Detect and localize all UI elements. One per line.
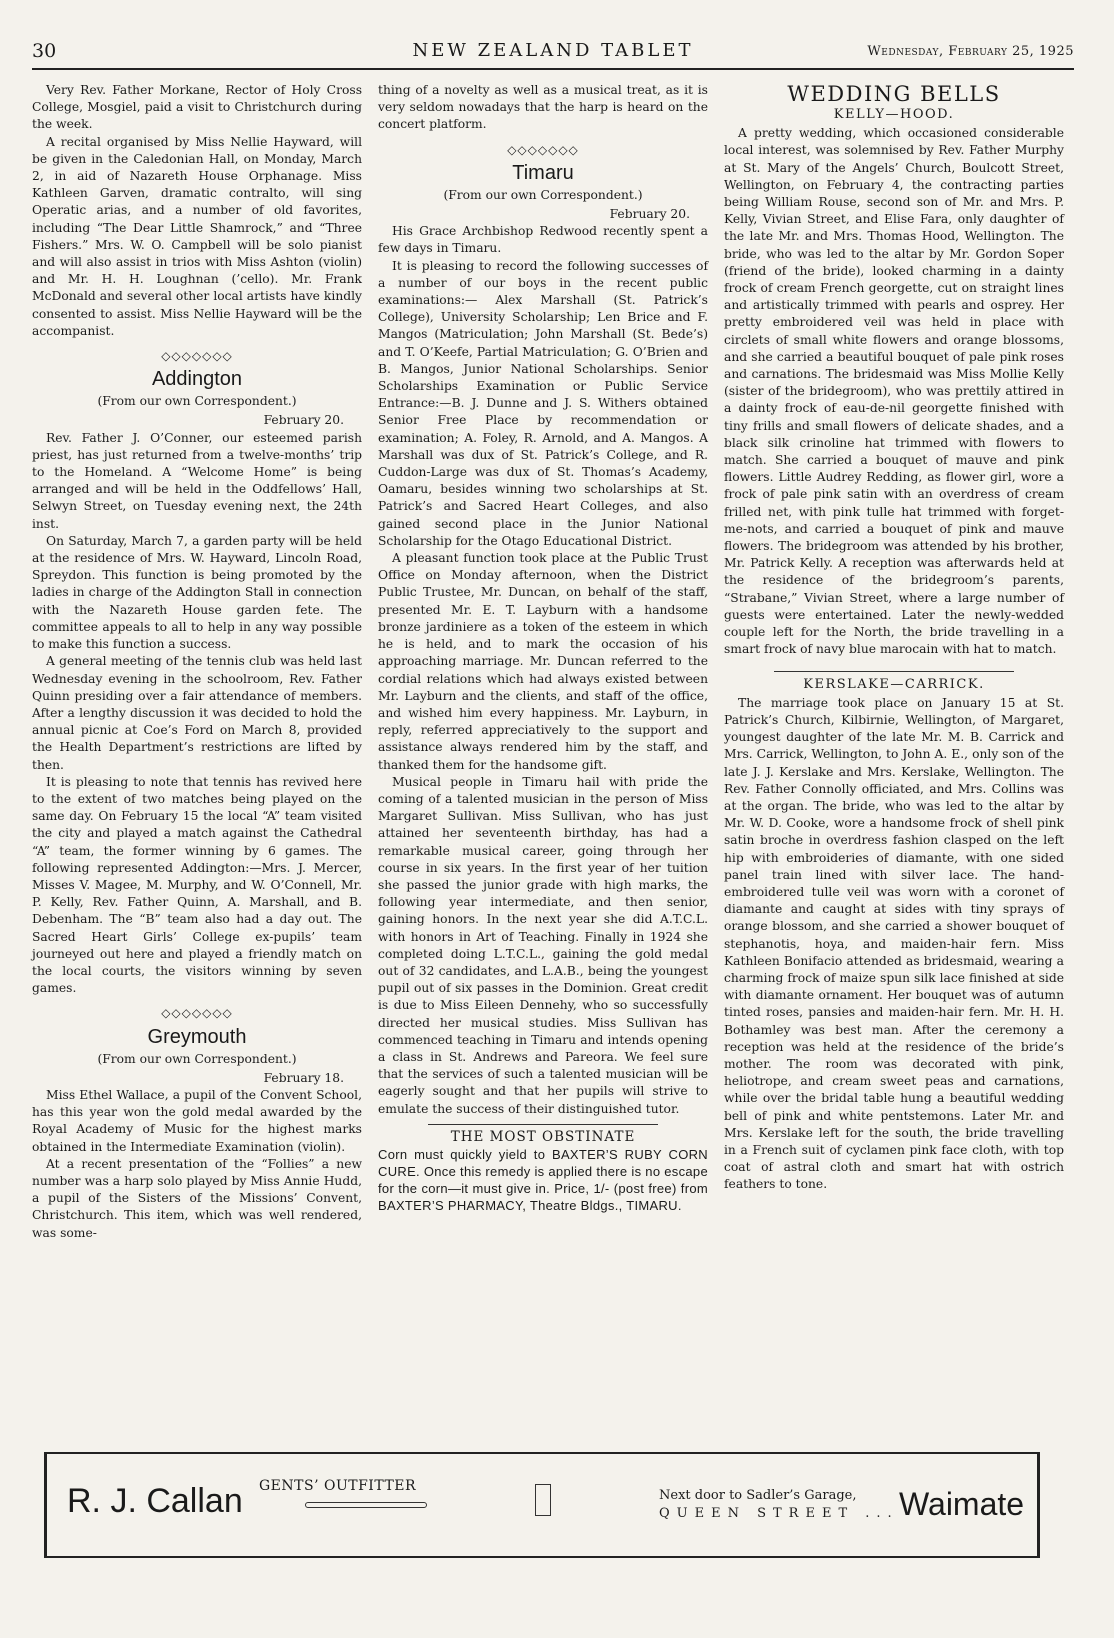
dateline: February 20.	[609, 207, 690, 222]
section-heading-addington: Addington	[151, 368, 243, 391]
decorative-box	[535, 1484, 551, 1516]
page-header	[32, 38, 1074, 70]
newspaper-title: NEW ZEALAND TABLET	[412, 40, 694, 61]
column-right	[724, 82, 1064, 1194]
paragraph: A pretty wedding, which occasioned considerable local interest, was solemnised by Rev. Father Murphy at St. Mary of the Angels’ Church, Boulcott Street, Wellington, on February 4, the contracting parties being William Rouse, second son of Mr. and Mrs. P. Kelly, Vivian Street, and Elise Fara, only daughter of the late Mr. and Mrs. Thomas Hood, Wellington. The bride, who was led to the altar by Mr. Gordon Soper (friend of the bride), looked charming in a dainty frock of cream French georgette, cut on straight lines and artistically trimmed with pearls and osprey. Her pretty embroidered veil was held in place with circlets of small white flowers and orange blossoms, and she carried a beautiful bouquet of pale pink roses and carnations. The bridesmaid was Miss Mollie Kelly (sister of the bridegroom), who was prettily attired in a dainty frock of eau-de-nil georgette finished with tiny frills and small flowers of delicate shades, and a black silk crinoline hat trimmed with flowers to match. She carried a bouquet of mauve and pink flowers. Little Audrey Redding, as flower girl, wore a frock of pale pink satin with an overdress of cream frilled net, with pink tulle hat trimmed with forget-me-nots, and carried a bouquet of pink and mauve flowers. The bridegroom was attended by his brother, Mr. Patrick Kelly. A reception was afterwards held at the residence of the bridegroom’s parents, “Strabane,” Vivian Street, where a large number of guests were entertained. Later the newly-wedded couple left for the North, the bride travelling in a smart frock of navy blue marocain with hat to match.	[724, 126, 1064, 657]
advertiser-location: Next door to Sadler’s Garage,	[659, 1488, 857, 1503]
section-heading-wedding-bells: WEDDING BELLS	[787, 82, 1001, 106]
section-heading-greymouth: Greymouth	[147, 1025, 247, 1048]
paragraph: His Grace Archbishop Redwood recently spent a few days in Timaru.	[378, 224, 708, 256]
paragraph: Miss Ethel Wallace, a pupil of the Convent School, has this year won the gold medal awarded by the Royal Academy of Music for the highest marks obtained in the Intermediate Examination (violin).	[32, 1087, 362, 1154]
advertisement-title: THE MOST OBSTINATE	[450, 1128, 636, 1145]
advertiser-street: QUEEN STREET ...	[659, 1506, 899, 1521]
issue-date: Wednesday, February 25, 1925	[867, 44, 1074, 59]
paragraph: At a recent presentation of the “Follies” a new number was a harp solo played by Miss Annie Hudd, a pupil of the Sisters of the Missions’ Convent, Christchurch. This item, which was well rendered, was some-	[32, 1156, 362, 1240]
subheading-kerslake-carrick: KERSLAKE—CARRICK.	[803, 676, 985, 692]
paragraph: thing of a novelty as well as a musical treat, as it is very seldom nowadays that the harp is heard on the concert platform.	[378, 83, 708, 132]
paragraph: A recital organised by Miss Nellie Hayward, will be given in the Caledonian Hall, on Monday, March 2, in aid of Nazareth House Orphanage. Miss Kathleen Garven, dramatic contralto, will sing Operatic arias, and a number of old favorites, including “The Dear Little Shamrock,” and “Three Fishers.” Mrs. W. O. Campbell will be solo pianist and will also assist in trios with Miss Ashton (violin) and Mr. H. H. Loughnan (’cello). Mr. Frank McDonald and several other local artists have kindly consented to assist. Miss Nellie Hayward will be the accompanist.	[32, 134, 362, 338]
divider	[774, 671, 1014, 672]
paragraph: A general meeting of the tennis club was held last Wednesday evening in the schoolroom, Rev. Father Quinn presiding over a fair attendance of members. After a lengthy discussion it was decided to hold the annual picnic at Coe’s Ford on March 8, provided the Health Department’s restrictions are lifted by then.	[32, 654, 362, 772]
correspondent-line: (From our own Correspondent.)	[443, 187, 643, 202]
paragraph: Very Rev. Father Morkane, Rector of Holy Cross College, Mosgiel, paid a visit to Christchurch during the week.	[32, 83, 362, 132]
paragraph: On Saturday, March 7, a garden party will be held at the residence of Mrs. W. Hayward, Lincoln Road, Spreydon. This function is being promoted by the ladies in charge of the Addington Stall in connection with the Nazareth House garden fete. The committee appeals to all to help in any way possible to make this function a success.	[32, 533, 362, 652]
paragraph: It is pleasing to record the following successes of a number of our boys in the recent public examinations:— Alex Marshall (St. Patrick’s College), University Scholarship; Len Brice and F. Mangos (Matriculation; John Marshall (St. Bede’s) and T. O’Keefe, Partial Matriculation; G. O’Brien and B. Mangos, Junior National Scholarships. Senior Scholarships Examination or Public Service Entrance:—B. J. Dunne and J. S. Withers obtained Senior Free Place by recommendation or examination; A. Foley, R. Arnold, and A. Mangos. A Marshall was dux of St. Patrick’s College, and R. Cuddon-Large was dux of St. Thomas’s Academy, Oamaru, besides winning two scholarships at St. Patrick’s and Sacred Heart Colleges, and also gained second place in the Junior National Scholarship for the Otago Educational District.	[378, 258, 708, 548]
section-ornament: ◇◇◇◇◇◇◇	[161, 1006, 233, 1021]
section-ornament: ◇◇◇◇◇◇◇	[507, 142, 579, 157]
advertiser-name: R. J. Callan	[67, 1482, 243, 1520]
advertiser-trade: GENTS’ OUTFITTER	[259, 1478, 417, 1494]
dateline: February 20.	[263, 413, 344, 428]
subheading-kelly-hood: KELLY—HOOD.	[833, 107, 955, 122]
section-heading-timaru: Timaru	[512, 161, 574, 184]
column-left	[32, 82, 362, 1242]
paragraph: Rev. Father J. O’Conner, our esteemed parish priest, has just returned from a twelve-months’ trip to the Homeland. A “Welcome Home” is being arranged and will be held in the Oddfellows’ Hall, Selwyn Street, on Tuesday evening next, the 24th inst.	[32, 430, 362, 531]
page-number: 30	[32, 40, 57, 62]
decorative-flourish	[305, 1502, 427, 1508]
correspondent-line: (From our own Correspondent.)	[97, 394, 297, 409]
paragraph: Musical people in Timaru hail with pride the coming of a talented musician in the person of Miss Margaret Sullivan. Miss Sullivan, who has just attained her seventeenth birthday, has had a remarkable musical career, going through her course in six years. In the first year of her tuition she passed the junior grade with high marks, the following year intermediate, and then senior, gaining honors. In the next year she did A.T.C.L. with honors in Art of Teaching. Finally in 1924 she completed doing L.T.C.L., gaining the gold medal out of 32 candidates, and L.A.B., being the youngest pupil out of six passes in the Dominion. Great credit is due to Miss Eileen Dennehy, who so successfully directed her musical studies. Miss Sullivan has commenced teaching in Timaru and intends opening a class in St. Andrews and Pareora. We feel sure that the services of such a talented musician will be eagerly sought and that her pupils will strive to emulate the success of their distinguished tutor.	[378, 774, 708, 1116]
correspondent-line: (From our own Correspondent.)	[97, 1051, 297, 1066]
divider	[428, 1124, 658, 1125]
advertiser-town: Waimate	[899, 1486, 1025, 1522]
advertisement-body: Corn must quickly yield to BAXTER’S RUBY CORN CURE. Once this remedy is applied there is no escape for the corn—it must give in. Price, 1/- (post free) from BAXTER’S PHARMACY, Theatre Bldgs., TIMARU.	[378, 1146, 708, 1213]
section-ornament: ◇◇◇◇◇◇◇	[161, 349, 233, 364]
column-middle	[378, 82, 708, 1214]
paragraph: The marriage took place on January 15 at St. Patrick’s Church, Kilbirnie, Wellington, of Margaret, youngest daughter of the late Mr. M. B. Carrick and Mrs. Carrick, Wellington, to John A. E., only son of the late J. J. Kerslake and Mrs. Kerslake, Wellington. The Rev. Father Connolly officiated, and Mrs. Collins was at the organ. The bride, who was led to the altar by Mr. W. D. Cooke, wore a handsome frock of shell pink satin broche in overdress fashion clasped on the left hip with embroideries of diamante, with one sided panel train lined with silver lace. The hand-embroidered tulle veil was worn with a coronet of diamante and caught at sides with tiny sprays of orange blossom, and she carried a shower bouquet of stephanotis, hoya, and maiden-hair fern. Miss Kathleen Bonifacio attended as bridesmaid, wearing a charming frock of maize spun silk lace finished at side with diamante ornament. Her bouquet was of autumn tinted roses, pansies and maiden-hair fern. Mr. H. H. Bothamley was best man. After the ceremony a reception was held at the residence of the bride’s mother. The room was decorated with pink, heliotrope, and cream sweet peas and carnations, while over the bridal table hung a beautiful wedding bell of pink and white pentstemons. Later Mr. and Mrs. Kerslake left for the south, the bride travelling in a French suit of cyclamen pink face cloth, with top coat of astral cloth and smart hat with ostrich feathers to tone.	[724, 695, 1064, 1192]
paragraph: It is pleasing to note that tennis has revived here to the extent of two matches being played on the same day. On February 15 the local “A” team visited the city and played a match against the Cathedral “A” team, the former winning by 6 games. The following represented Addington:—Mrs. J. Mercer, Misses V. Magee, M. Murphy, and W. O’Connell, Mr. P. Kelly, Rev. Father Quinn, A. Marshall, and B. Debenham. The “B” team also had a day out. The Sacred Heart Girls’ College ex-pupils’ team journeyed out here and played a friendly match on the local courts, the visitors winning by seven games.	[32, 774, 362, 996]
footer-advertisement	[44, 1452, 1040, 1558]
dateline: February 18.	[263, 1070, 344, 1085]
paragraph: A pleasant function took place at the Public Trust Office on Monday afternoon, when the District Public Trustee, Mr. Duncan, on behalf of the staff, presented Mr. E. T. Layburn with a handsome bronze jardiniere as a token of the esteem in which he is held, and to mark the occasion of his approaching marriage. Mr. Duncan referred to the cordial relations which had always existed between Mr. Layburn and the clients, and staff of the office, and wished him every happiness. Mr. Layburn, in reply, referred appreciatively to the support and assistance always rendered him by the staff, and thanked them for the handsome gift.	[378, 551, 708, 772]
